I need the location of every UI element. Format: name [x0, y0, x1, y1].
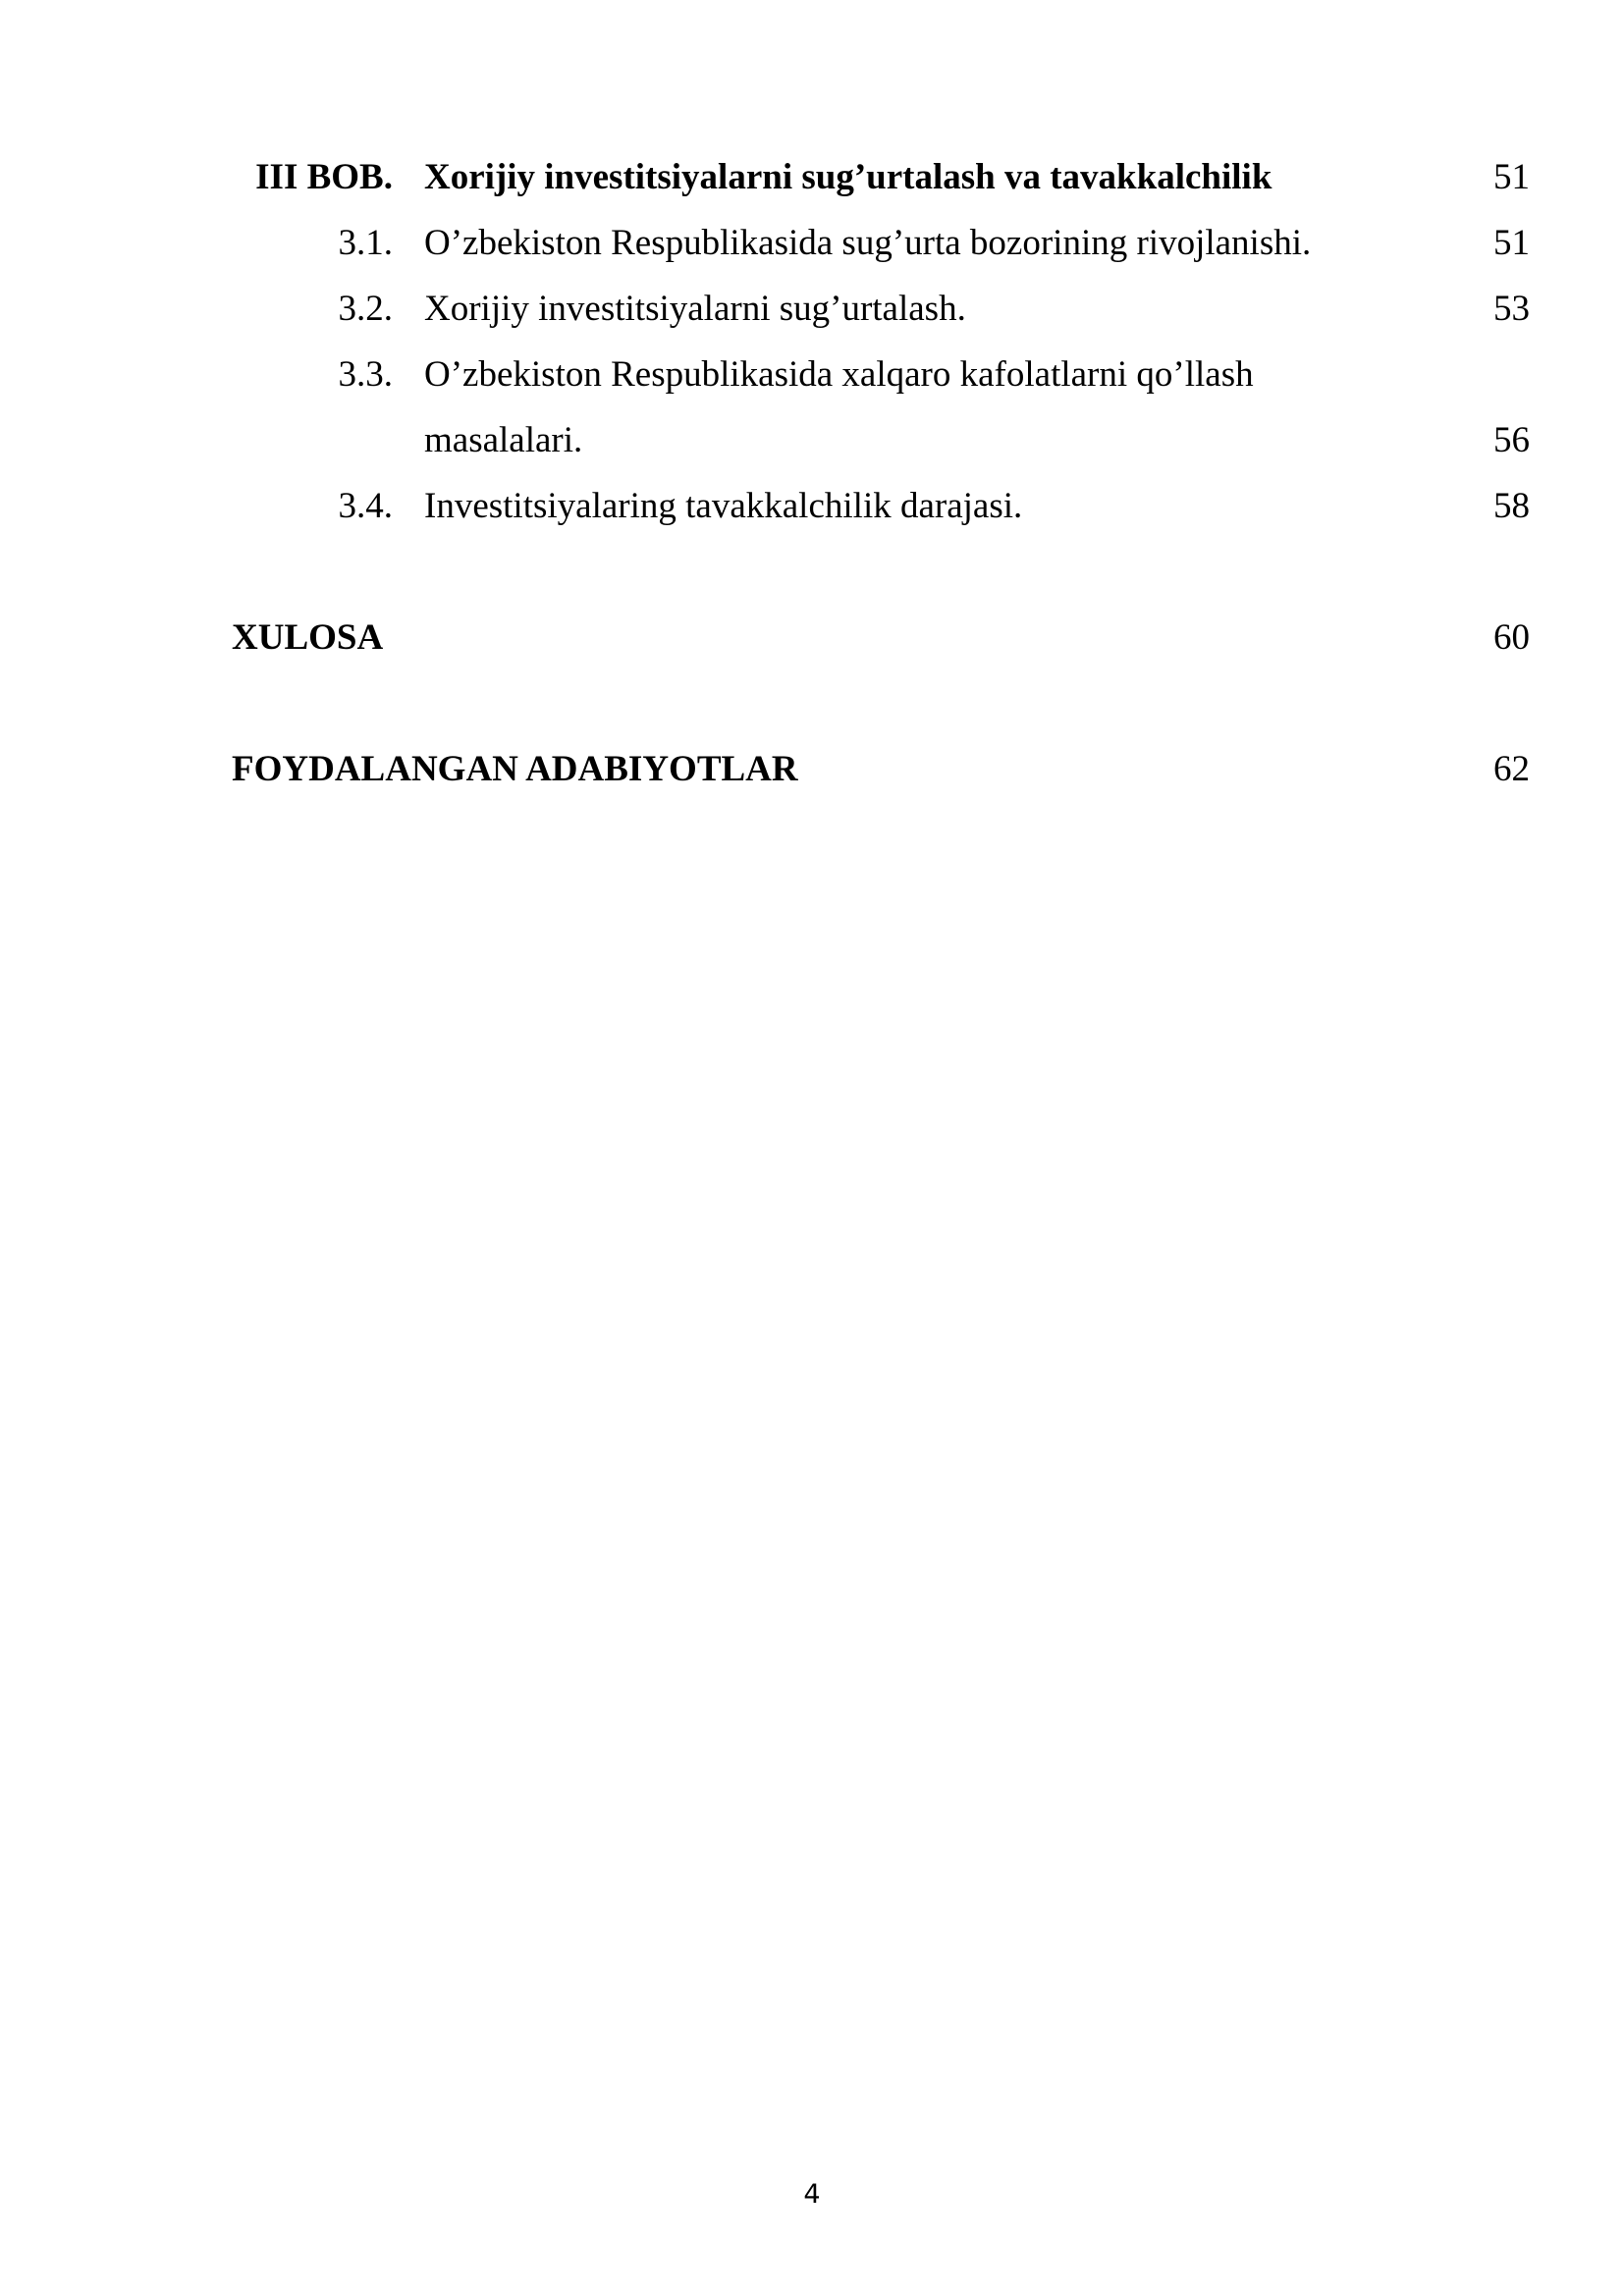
toc-chapter-row — [0, 150, 1624, 205]
section-page: 56 — [1493, 420, 1530, 460]
chapter-title: Xorijiy investitsiyalarni sug’urtalash va tavakkalchilik — [424, 157, 1272, 197]
section-title-continuation: masalalari. — [424, 420, 583, 460]
section-page: 53 — [1493, 289, 1530, 329]
chapter-page: 51 — [1493, 157, 1530, 197]
toc-section-row — [0, 347, 1624, 402]
toc-section-row-continuation — [0, 413, 1624, 468]
footer-page-number: 4 — [803, 2179, 821, 2210]
toc-conclusion-row — [0, 611, 1624, 666]
references-title: FOYDALANGAN ADABIYOTLAR — [232, 749, 798, 789]
section-title: O’zbekiston Respublikasida xalqaro kafolatlarni qo’llash — [424, 354, 1254, 395]
toc-section-row — [0, 479, 1624, 534]
toc-section-row — [0, 216, 1624, 271]
section-page: 51 — [1493, 223, 1530, 263]
conclusion-page: 60 — [1493, 617, 1530, 658]
toc-references-row — [0, 742, 1624, 797]
chapter-number: III BOB. — [255, 157, 393, 197]
conclusion-title: XULOSA — [232, 617, 384, 658]
toc-section-row — [0, 282, 1624, 337]
references-page: 62 — [1493, 749, 1530, 789]
section-title: O’zbekiston Respublikasida sug’urta bozorining rivojlanishi. — [424, 223, 1312, 263]
section-title: Investitsiyalaring tavakkalchilik darajasi. — [424, 486, 1023, 526]
section-number: 3.3. — [338, 354, 393, 395]
section-page: 58 — [1493, 486, 1530, 526]
section-title: Xorijiy investitsiyalarni sug’urtalash. — [424, 289, 966, 329]
section-number: 3.2. — [338, 289, 393, 329]
section-number: 3.1. — [338, 223, 393, 263]
section-number: 3.4. — [338, 486, 393, 526]
